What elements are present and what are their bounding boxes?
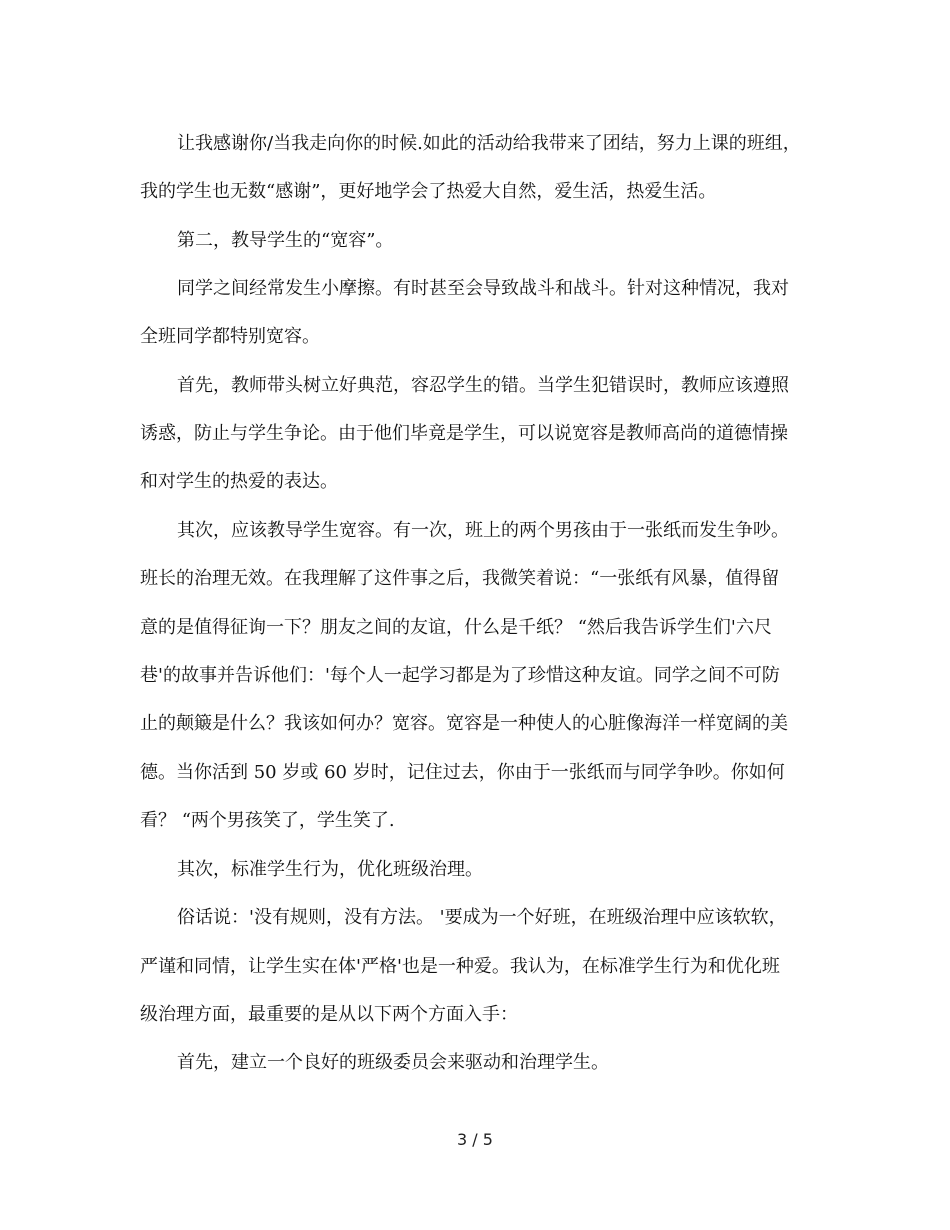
text-line: 俗话说：'没有规则，没有方法。 '要成为一个好班，在班级治理中应该软软，	[177, 907, 787, 928]
text-line: 诱惑，防止与学生争论。由于他们毕竟是学生，可以说宽容是教师高尚的道德情操	[140, 423, 788, 444]
text-line: 级治理方面，最重要的是从以下两个方面入手：	[140, 1004, 518, 1025]
text-line: 德。当你活到 50 岁或 60 岁时，记住过去，你由于一张纸而与同学争吵。你如何	[140, 762, 785, 783]
page-number: 3 / 5	[457, 1130, 493, 1149]
text-line: 意的是值得征询一下？朋友之间的友谊，什么是千纸？ “然后我告诉学生们'六尺	[140, 617, 772, 638]
text-line: 第二，教导学生的“宽容”。	[177, 230, 394, 251]
text-line: 巷'的故事并告诉他们：'每个人一起学习都是为了珍惜这种友谊。同学之间不可防	[140, 665, 780, 686]
text-line: 严谨和同情，让学生实在体'严格'也是一种爱。我认为，在标准学生行为和优化班	[140, 956, 780, 977]
text-line: 我的学生也无数“感谢”，更好地学会了热爱大自然，爱生活，热爱生活。	[140, 181, 717, 202]
text-line: 其次，标准学生行为，优化班级治理。	[177, 859, 483, 880]
text-line: 看？ “两个男孩笑了，学生笑了.	[140, 810, 395, 831]
text-line: 全班同学都特别宽容。	[140, 326, 320, 347]
text-line: 首先，教师带头树立好典范，容忍学生的错。当学生犯错误时，教师应该遵照	[177, 375, 789, 396]
text-line: 和对学生的热爱的表达。	[140, 471, 338, 492]
text-line: 让我感谢你/当我走向你的时候.如此的活动给我带来了团结，努力上课的班组，	[177, 133, 801, 154]
text-line: 其次，应该教导学生宽容。有一次，班上的两个男孩由于一张纸而发生争吵。	[177, 520, 789, 541]
text-line: 班长的治理无效。在我理解了这件事之后，我微笑着说：“一张纸有风暴，值得留	[140, 568, 780, 589]
text-line: 首先，建立一个良好的班级委员会来驱动和治理学生。	[177, 1052, 609, 1073]
text-line: 同学之间经常发生小摩擦。有时甚至会导致战斗和战斗。针对这种情况，我对	[177, 278, 789, 299]
text-line: 止的颠簸是什么？我该如何办？宽容。宽容是一种使人的心脏像海洋一样宽阔的美	[140, 713, 788, 734]
